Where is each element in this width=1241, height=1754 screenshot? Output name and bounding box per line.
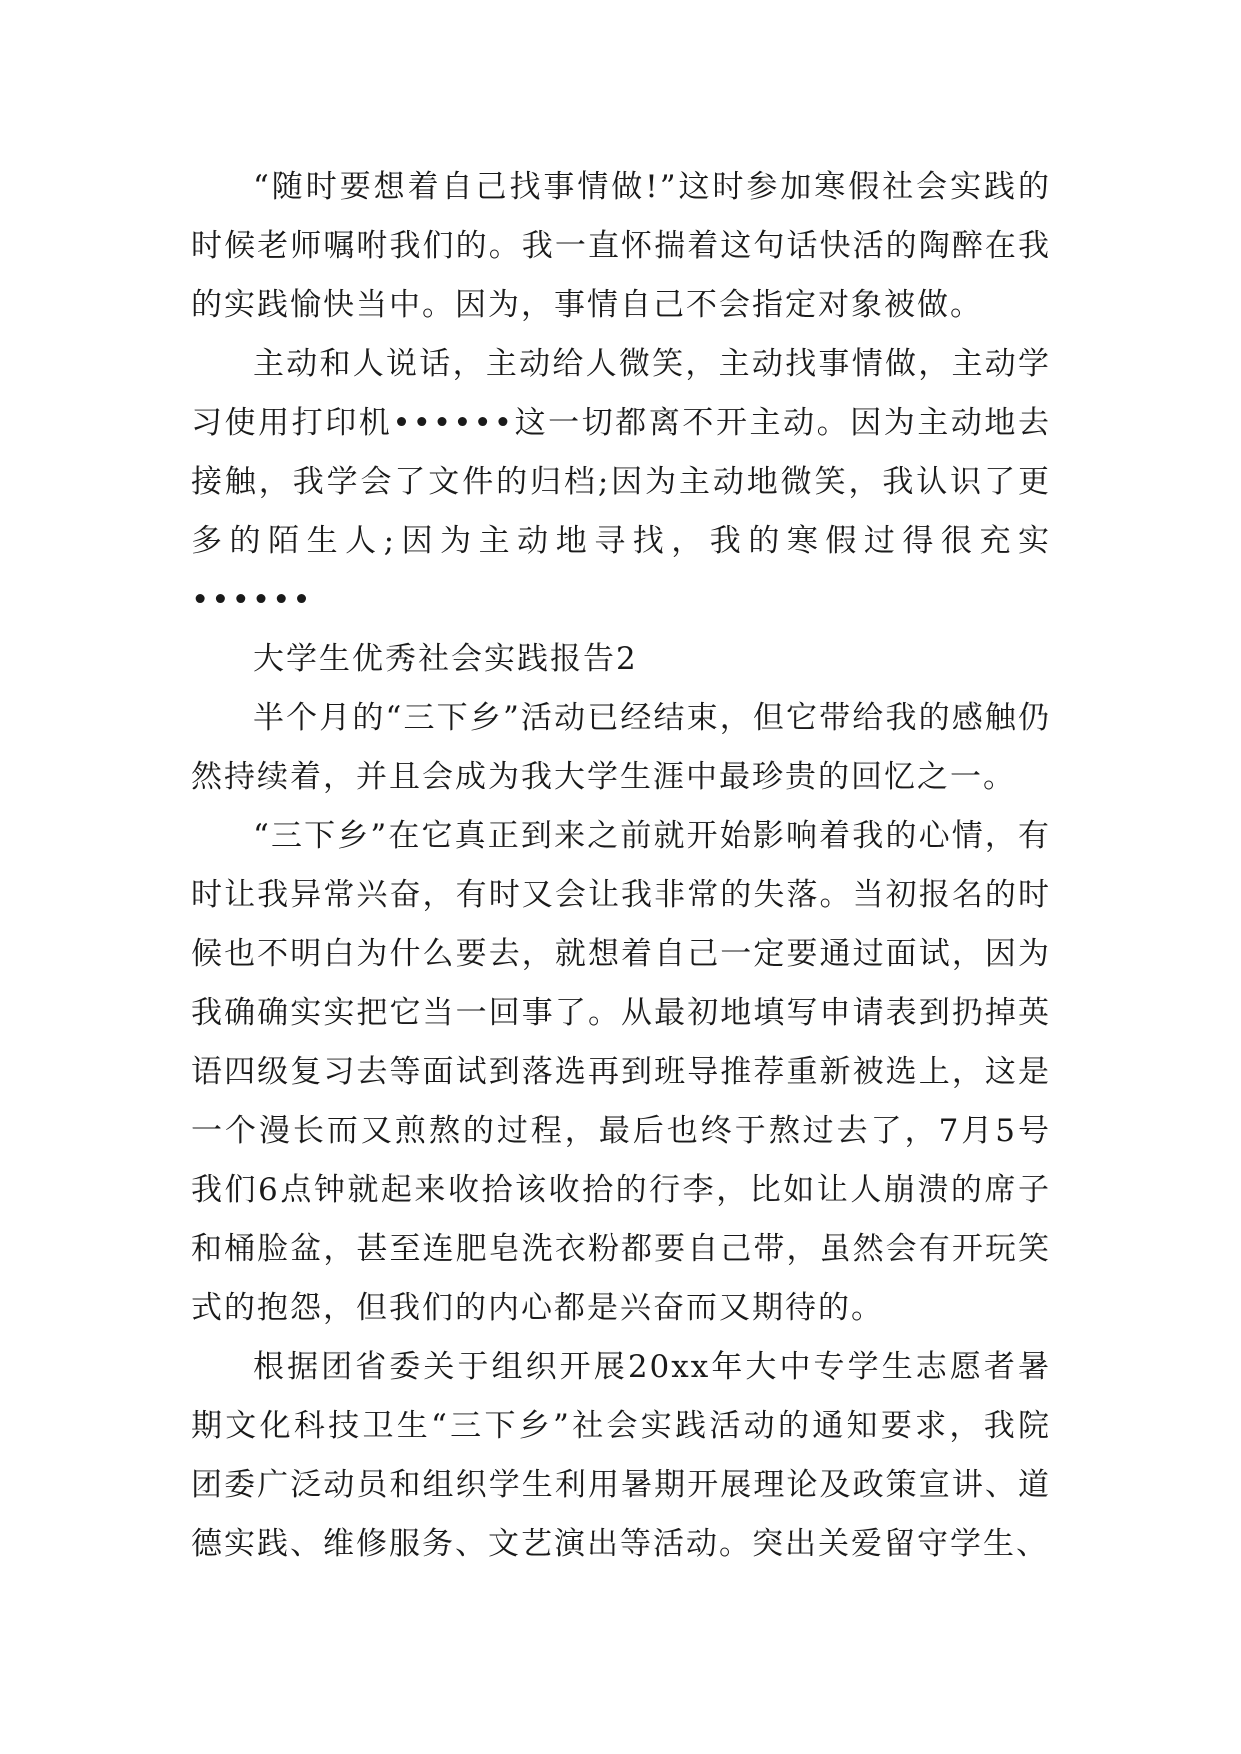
document-body bbox=[191, 158, 1051, 1574]
paragraph: 半个月的“三下乡”活动已经结束，但它带给我的感触仍然持续着，并且会成为我大学生涯中最珍贵的回忆之一。 bbox=[191, 700, 1051, 795]
paragraph: 主动和人说话，主动给人微笑，主动找事情做，主动学习使用打印机••••••这一切都离不开主动。因为主动地去接触，我学会了文件的归档;因为主动地微笑，我认识了更多的陌生人;因为主动地寻找，我的寒假过得很充实•••••• bbox=[191, 346, 1051, 618]
paragraph: “三下乡”在它真正到来之前就开始影响着我的心情，有时让我异常兴奋，有时又会让我非常的失落。当初报名的时候也不明白为什么要去，就想着自己一定要通过面试，因为我确确实实把它当一回事了。从最初地填写申请表到扔掉英语四级复习去等面试到落选再到班导推荐重新被选上，这是一个漫长而又煎熬的过程，最后也终于熬过去了，7月5号我们6点钟就起来收拾该收拾的行李，比如让人崩溃的席子和桶脸盆，甚至连肥皂洗衣粉都要自己带，虽然会有开玩笑式的抱怨，但我们的内心都是兴奋而又期待的。 bbox=[191, 818, 1051, 1326]
section-heading: 大学生优秀社会实践报告2 bbox=[253, 641, 638, 677]
paragraph: “随时要想着自己找事情做!”这时参加寒假社会实践的时候老师嘱咐我们的。我一直怀揣着这句话快活的陶醉在我的实践愉快当中。因为，事情自己不会指定对象被做。 bbox=[191, 169, 1051, 323]
paragraph: 根据团省委关于组织开展20xx年大中专学生志愿者暑期文化科技卫生“三下乡”社会实践活动的通知要求，我院团委广泛动员和组织学生利用暑期开展理论及政策宣讲、道德实践、维修服务、文艺演出等活动。突出关爱留守学生、 bbox=[191, 1349, 1051, 1562]
